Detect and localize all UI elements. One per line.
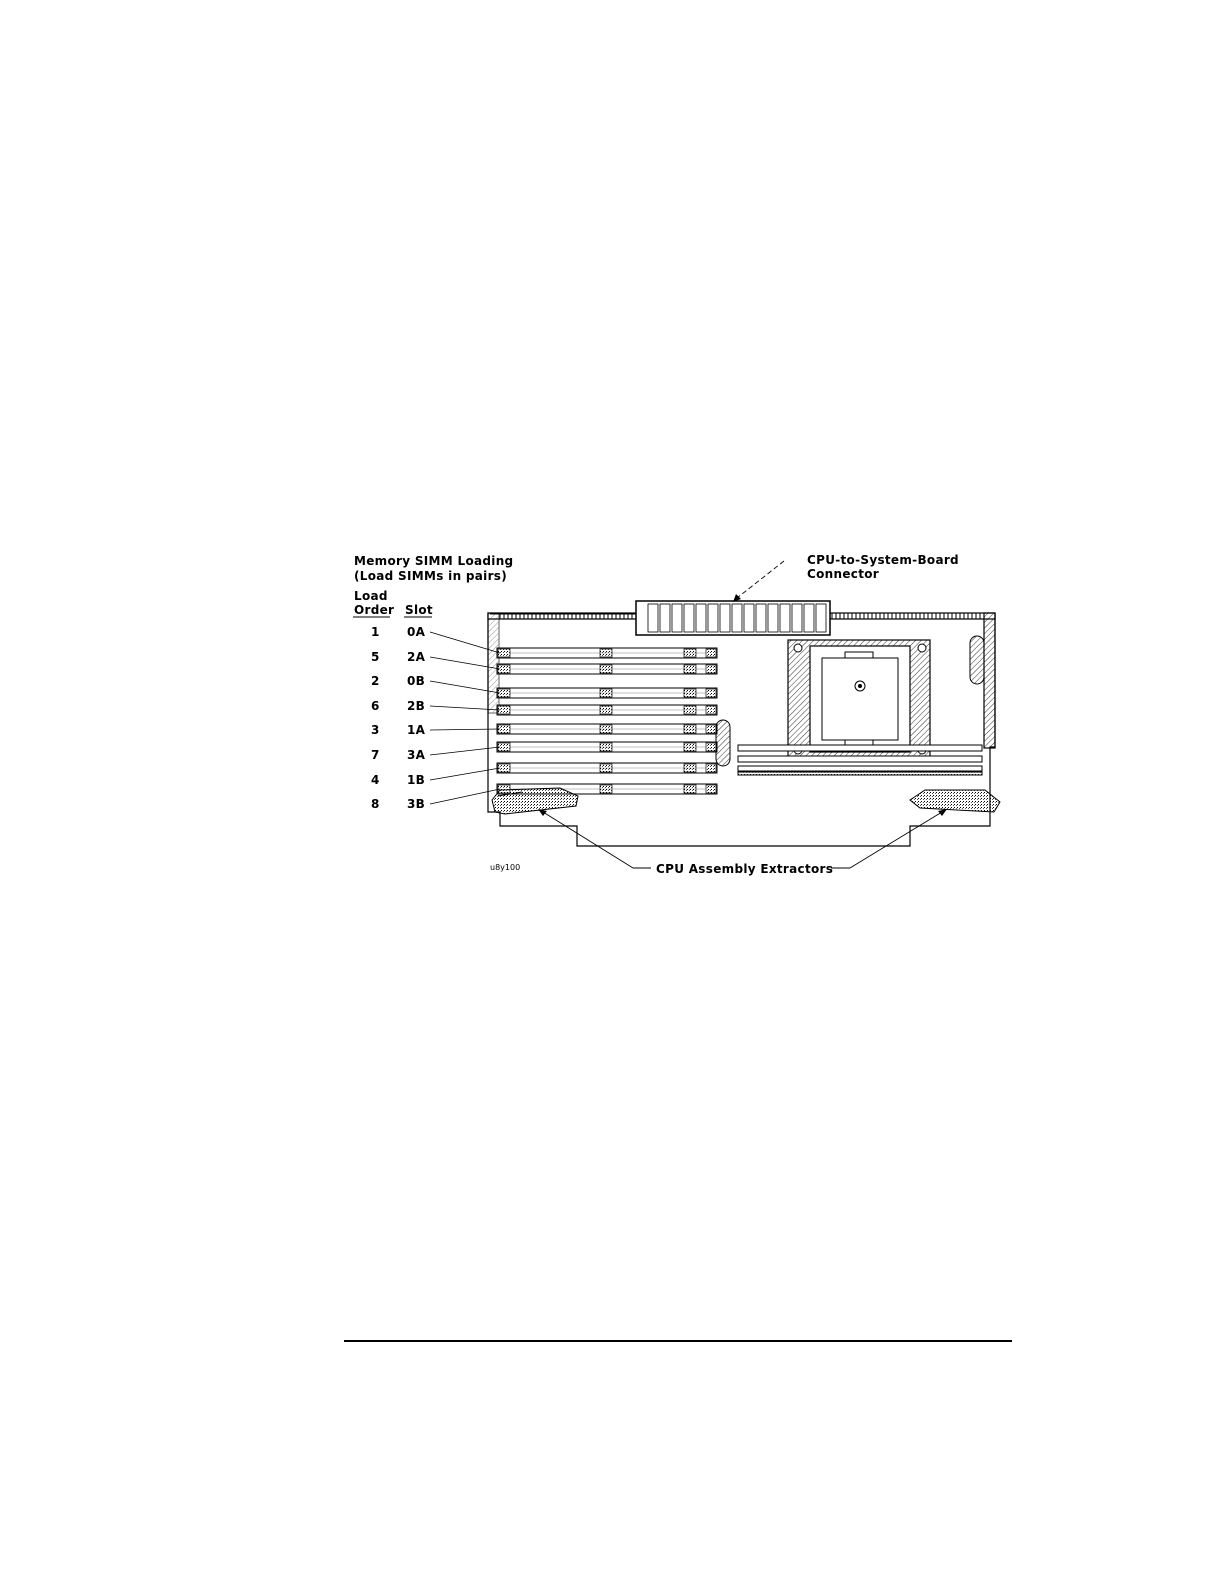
slot-id: 1B xyxy=(407,773,426,787)
load-order-number: 2 xyxy=(371,674,380,688)
load-order-number: 7 xyxy=(371,748,380,762)
cpu-heatsink xyxy=(788,640,930,758)
connector-label-line1: CPU-to-System-Board xyxy=(807,553,959,567)
slot-leader-line xyxy=(430,747,500,755)
load-order-number: 3 xyxy=(371,723,380,737)
load-order-number: 8 xyxy=(371,797,380,811)
figure-id: u8y100 xyxy=(490,863,521,872)
simm-slot xyxy=(497,742,717,752)
slot-id: 3A xyxy=(407,748,426,762)
simm-slot xyxy=(497,688,717,698)
load-order-header-line2: Order xyxy=(354,603,395,617)
load-order-header-line1: Load xyxy=(354,589,388,603)
slot-id: 2A xyxy=(407,650,426,664)
connector-label-line2: Connector xyxy=(807,567,879,581)
slot-leader-line xyxy=(430,768,500,780)
left-extractor xyxy=(492,788,578,814)
connector-leader xyxy=(733,561,784,602)
memory-title-line2: (Load SIMMs in pairs) xyxy=(354,569,508,583)
slot-oval-standoff xyxy=(716,720,730,766)
slot-leader-line xyxy=(430,729,500,730)
slot-leader-line xyxy=(430,789,500,804)
slot-id: 3B xyxy=(407,797,426,811)
right-extractor xyxy=(910,790,1000,812)
simm-slot xyxy=(497,763,717,773)
slot-id: 2B xyxy=(407,699,426,713)
system-board-connector xyxy=(636,601,830,635)
extractors-label: CPU Assembly Extractors xyxy=(656,862,834,876)
load-order-number: 6 xyxy=(371,699,380,713)
simm-slots xyxy=(497,648,717,794)
load-order-number: 1 xyxy=(371,625,380,639)
slot-id: 0A xyxy=(407,625,426,639)
cache-rails xyxy=(738,745,982,775)
simm-slot xyxy=(497,705,717,715)
slot-id: 0B xyxy=(407,674,426,688)
simm-slot xyxy=(497,664,717,674)
slot-header: Slot xyxy=(405,603,433,617)
memory-title-line1: Memory SIMM Loading xyxy=(354,554,514,568)
page-footer-rule xyxy=(344,1340,1012,1342)
board-oval-standoff xyxy=(970,636,984,684)
extractor-leaders xyxy=(538,809,947,868)
simm-slot xyxy=(497,724,717,734)
load-order-number: 5 xyxy=(371,650,380,664)
simm-slot xyxy=(497,648,717,658)
slot-id: 1A xyxy=(407,723,426,737)
load-order-number: 4 xyxy=(371,773,380,787)
